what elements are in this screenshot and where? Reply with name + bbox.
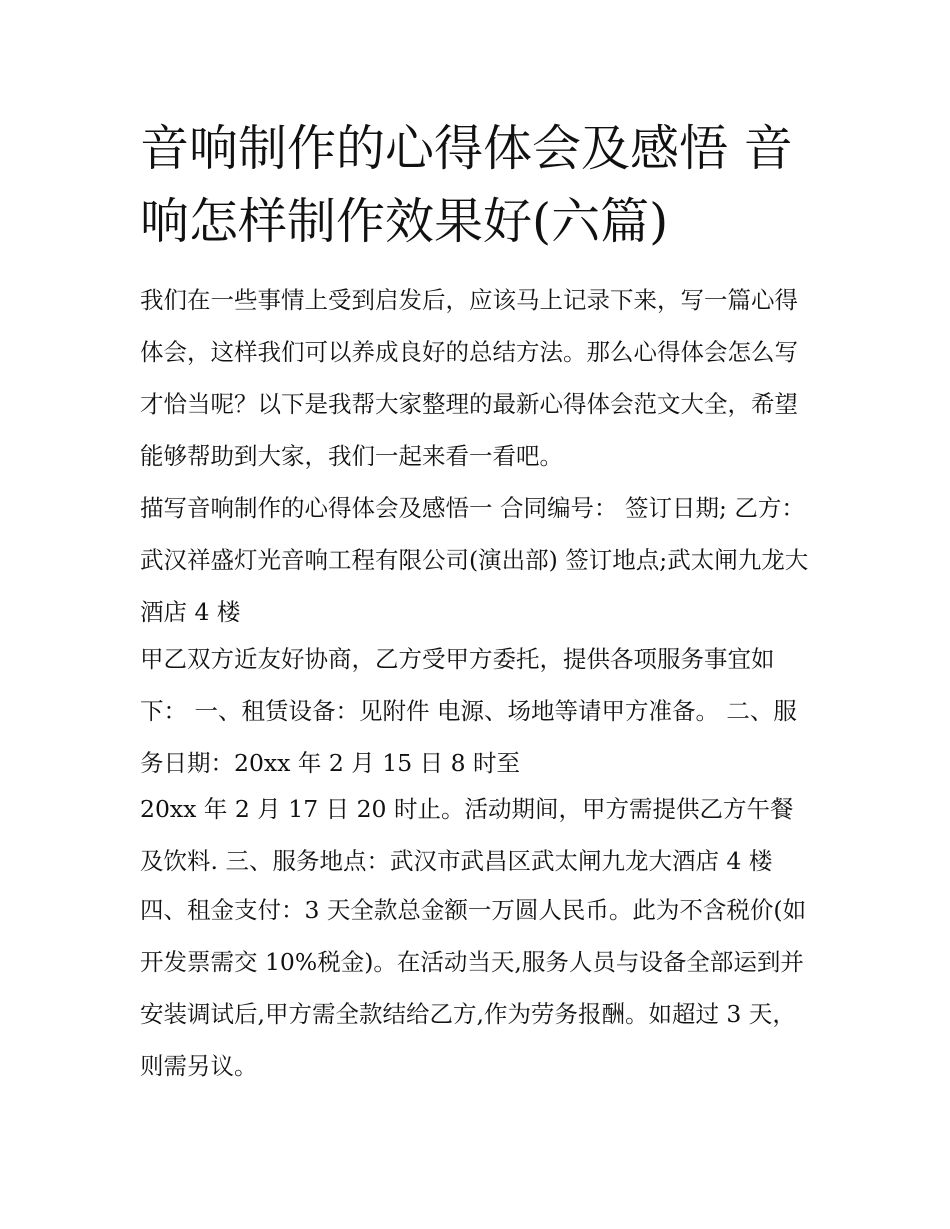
contract-info-paragraph: 描写音响制作的心得体会及感悟一 合同编号： 签订日期; 乙方： 武汉祥盛灯光音响工程有限公司(演出部) 签订地点;武太闸九龙大酒店 4 楼 [140,494,809,626]
service-terms-paragraph: 甲乙双方近友好协商，乙方受甲方委托，提供各项服务事宜如下： 一、租赁设备：见附件 电源、场地等请甲方准备。 二、服务日期：20xx 年 2 月 15 日 8 时至 [140,645,797,777]
intro-paragraph: 我们在一些事情上受到启发后，应该马上记录下来，写一篇心得体会，这样我们可以养成良好的总结方法。那么心得体会怎么写才恰当呢？以下是我帮大家整理的最新心得体会范文大全，希望能够帮助到大家，我们一起来看一看吧。 [140,286,798,470]
payment-terms-paragraph: 四、租金支付：3 天全款总金额一万圆人民币。此为不含税价(如开发票需交 10%税金)。在活动当天,服务人员与设备全部运到并安装调试后,甲方需全款结给乙方,作为劳务报酬。如超过 3 天，则需另议。 [140,896,807,1080]
document-title: 音响制作的心得体会及感悟 音响怎样制作效果好(六篇) [140,120,793,250]
service-period-paragraph: 20xx 年 2 月 17 日 20 时止。活动期间，甲方需提供乙方午餐及饮料. 三、服务地点：武汉市武昌区武太闸九龙大酒店 4 楼 [140,795,794,875]
